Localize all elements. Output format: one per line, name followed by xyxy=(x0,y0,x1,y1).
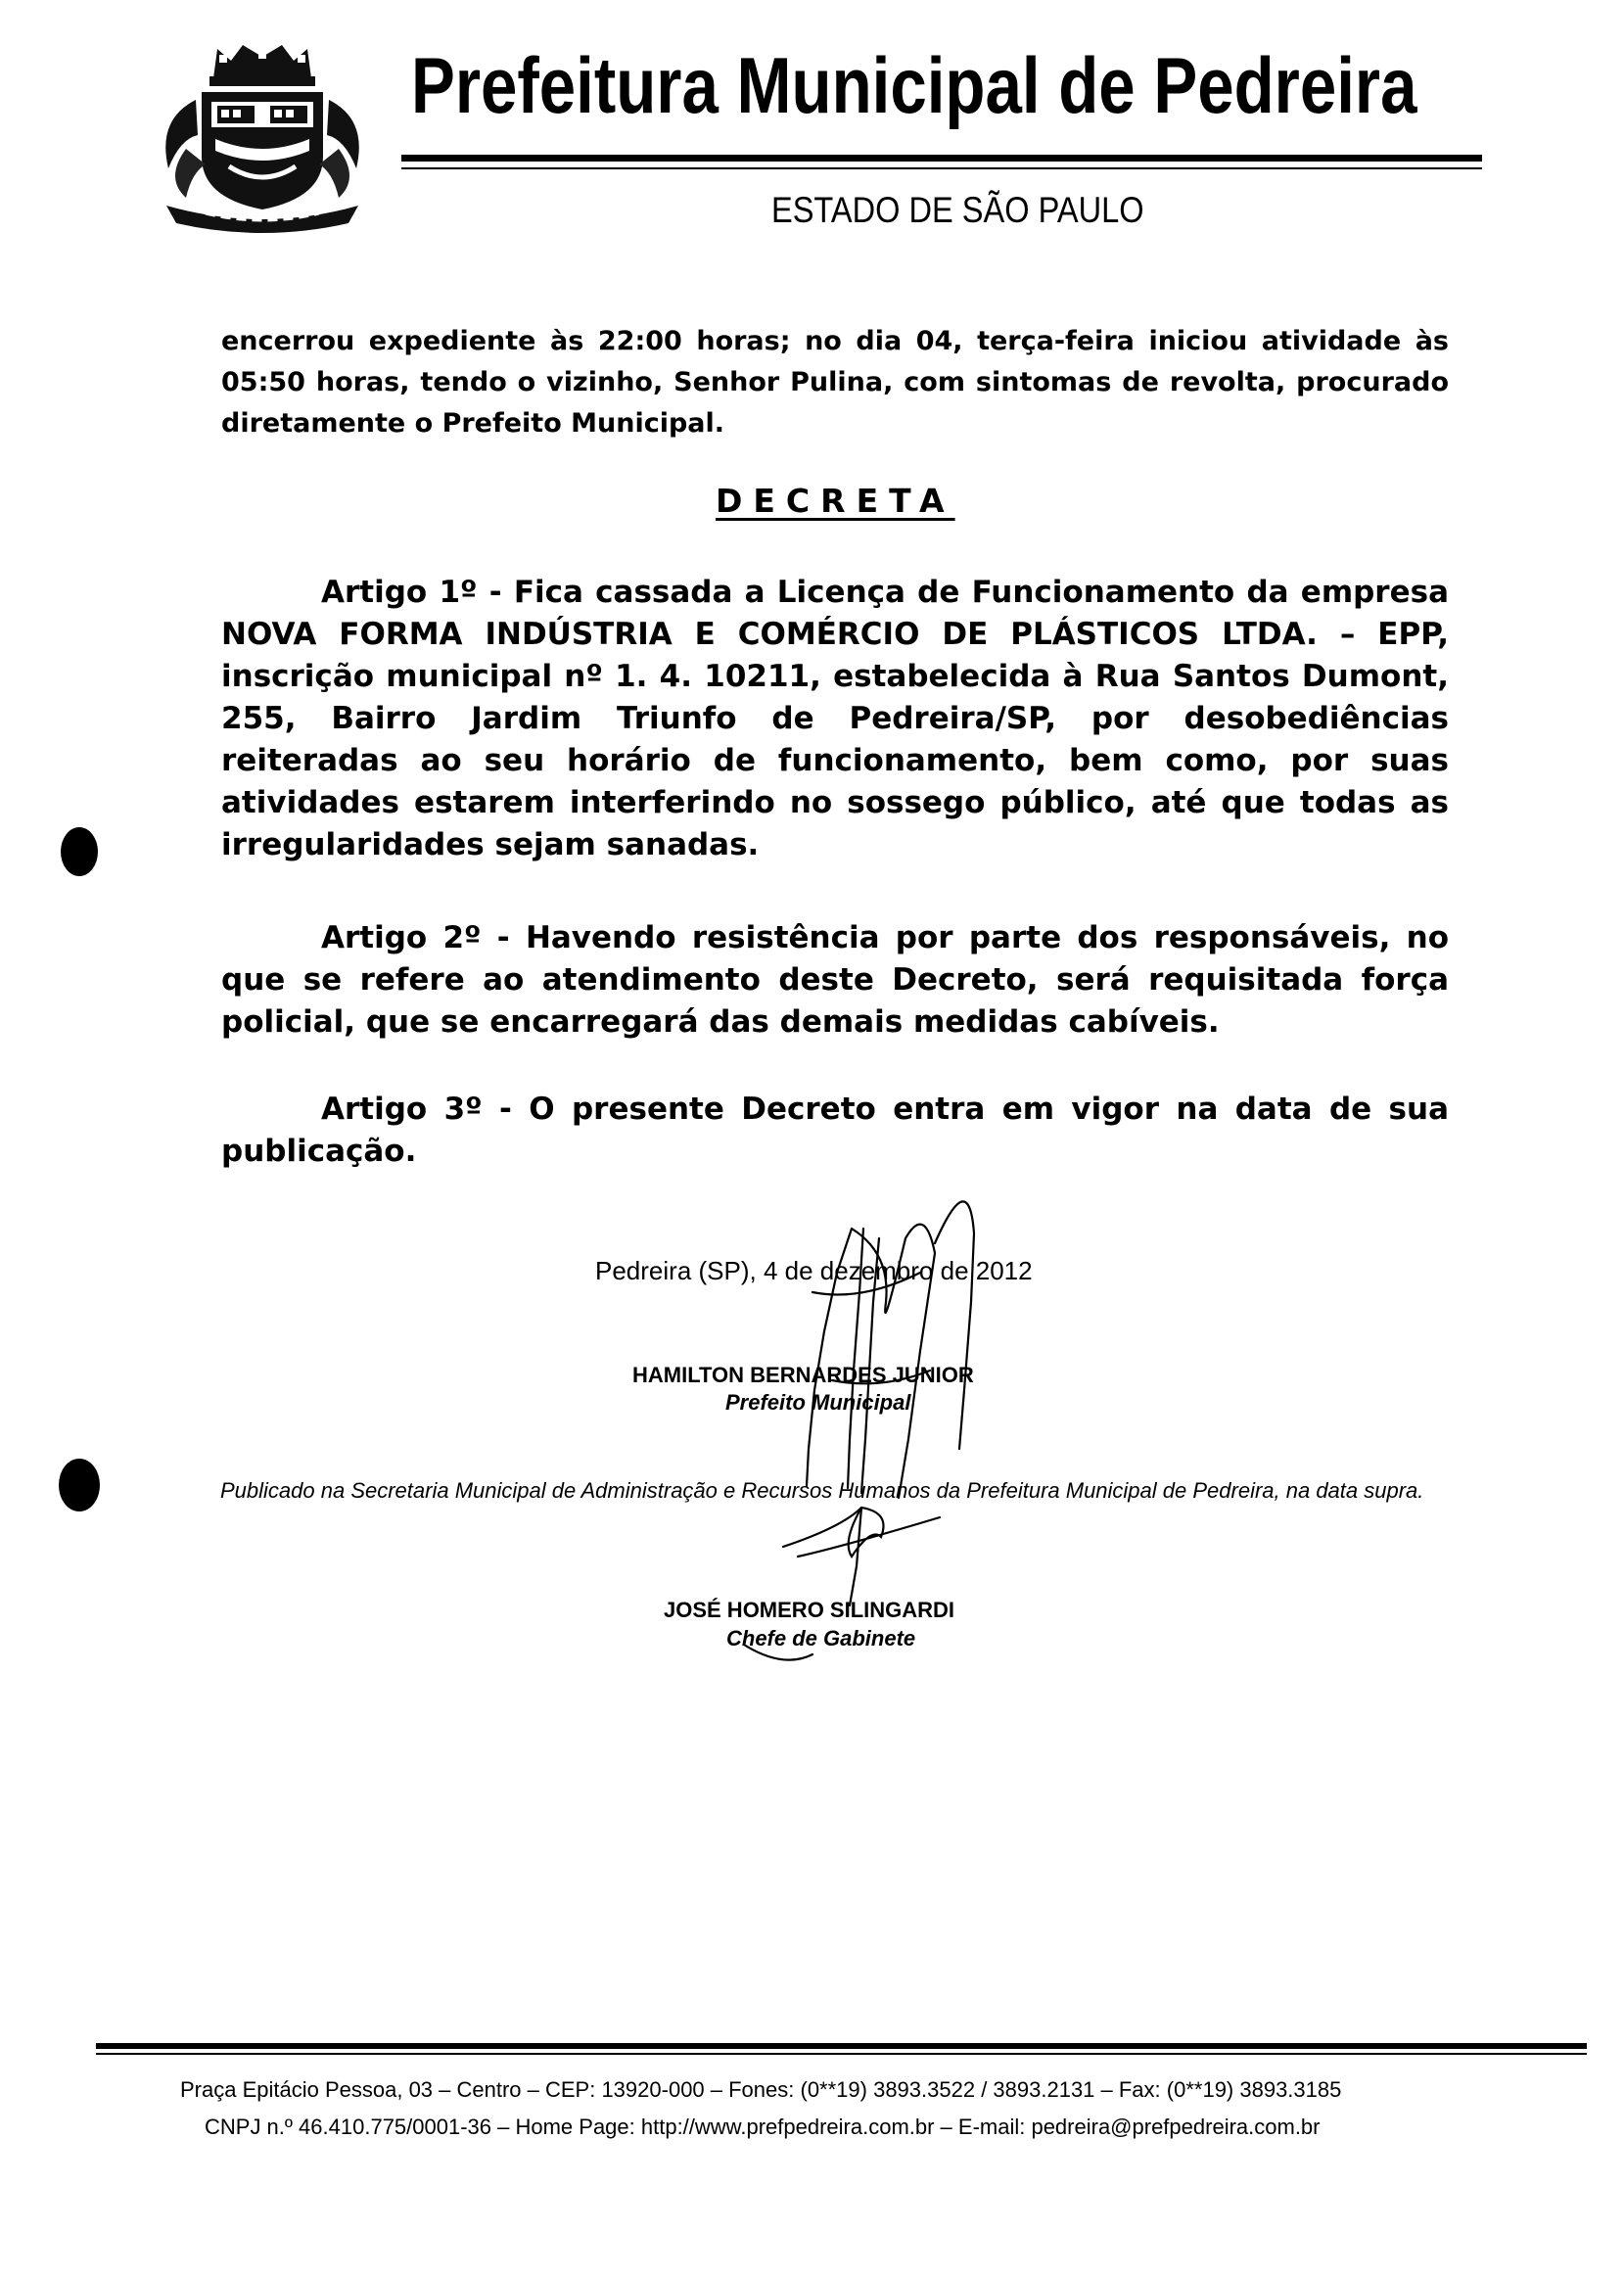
header-divider xyxy=(401,155,1482,162)
intro-paragraph: encerrou expediente às 22:00 horas; no dia 04, terça-feira iniciou atividade às 05:50 horas, tendo o vizinho, Senhor Pulina, com sintomas de revolta, procurado diretamente o Prefeito Municipal. xyxy=(221,326,1449,439)
article-2: Artigo 2º - Havendo resistência por parte dos responsáveis, no que se refere ao atendimento deste Decreto, será requisitada força policial, que se encarregará das demais medidas cabíveis. xyxy=(221,920,1449,1040)
municipal-coat-of-arms-icon xyxy=(147,41,378,233)
article-1: Artigo 1º - Fica cassada a Licença de Funcionamento da empresa NOVA FORMA INDÚSTRIA E COMÉRCIO DE PLÁSTICOS LTDA. – EPP, inscrição municipal nº 1. 4. 10211, estabelecida à Rua Santos Dumont, 255, Bairro Jardim Triunfo de Pedreira/SP, por desobediências reiteradas ao seu horário de funcionamento, bem como, por suas atividades estarem interferindo no sossego público, até que todas as irregularidades sejam sanadas. xyxy=(221,575,1449,862)
article-3: Artigo 3º - O presente Decreto entra em vigor na data de sua publicação. xyxy=(221,1092,1449,1169)
punch-hole-mark xyxy=(59,1459,100,1511)
chief-of-staff-role: Chefe de Gabinete xyxy=(726,1626,916,1650)
footer-address: Praça Epitácio Pessoa, 03 – Centro – CEP: 13920-000 – Fones: (0**19) 3893.3522 / 3893.2131 – Fax: (0**19) 3893.3185 xyxy=(180,2077,1342,2102)
footer-divider-thin xyxy=(96,2053,1587,2055)
footer-contact: CNPJ n.º 46.410.775/0001-36 – Home Page: http://www.prefpedreira.com.br – E-mail: pedreira@prefpedreira.com.br xyxy=(205,2115,1321,2139)
page-title: Prefeitura Municipal de Pedreira xyxy=(411,42,1417,130)
place-and-date: Pedreira (SP), 4 de dezembro de 2012 xyxy=(595,1256,1033,1285)
header-divider-thin xyxy=(401,167,1482,169)
footer-divider xyxy=(96,2043,1587,2049)
mayor-role: Prefeito Municipal xyxy=(725,1390,911,1415)
chief-of-staff-name: JOSÉ HOMERO SILINGARDI xyxy=(664,1598,955,1622)
publication-note: Publicado na Secretaria Municipal de Administração e Recursos Humanos da Prefeitura Municipal de Pedreira, na data supra. xyxy=(220,1478,1424,1503)
mayor-name: HAMILTON BERNARDES JUNIOR xyxy=(632,1363,974,1387)
decree-heading: DECRETA xyxy=(716,482,955,520)
state-subtitle: ESTADO DE SÃO PAULO xyxy=(771,190,1144,230)
punch-hole-mark xyxy=(61,827,98,876)
